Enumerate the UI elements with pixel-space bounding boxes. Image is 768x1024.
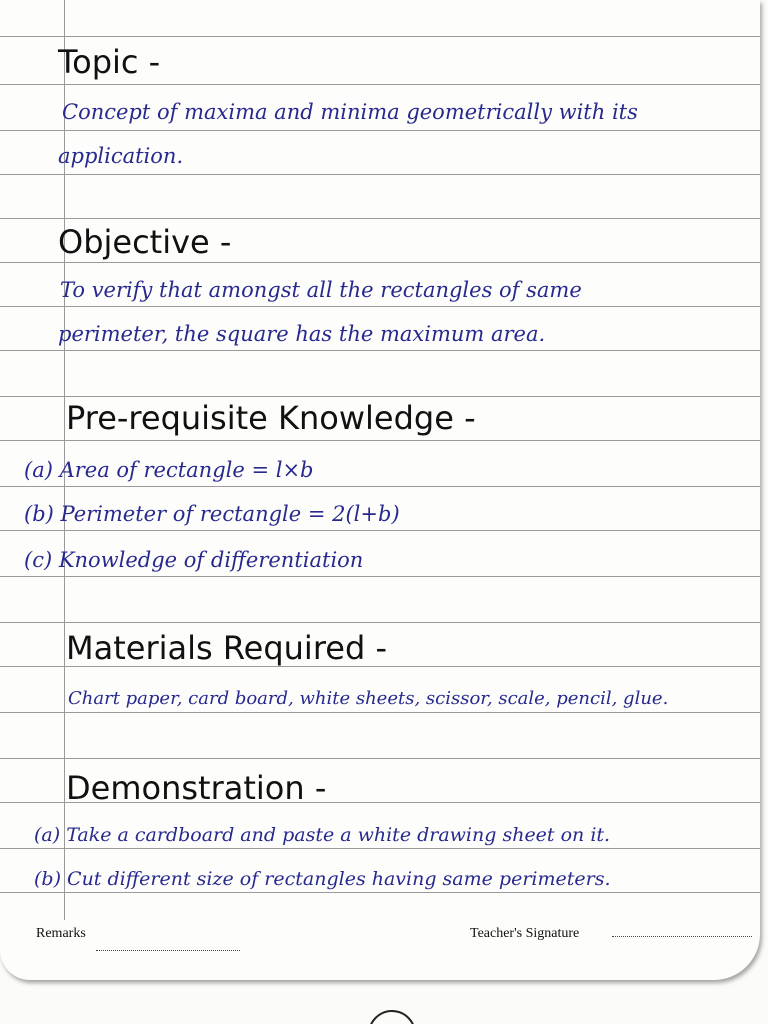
objective-line-2: perimeter, the square has the maximum area. <box>58 322 546 346</box>
binding-ring-mark <box>368 1010 416 1024</box>
ruled-line <box>0 576 760 577</box>
ruled-line <box>0 530 760 531</box>
signature-label: Teacher's Signature <box>470 926 580 941</box>
topic-line-2: application. <box>58 144 184 168</box>
materials-line-1: Chart paper, card board, white sheets, scissor, scale, pencil, glue. <box>68 688 669 709</box>
ruled-line <box>0 712 760 713</box>
ruled-line <box>0 396 760 397</box>
ruled-line <box>0 622 760 623</box>
ruled-line <box>0 84 760 85</box>
ruled-line <box>0 262 760 263</box>
ruled-line <box>0 218 760 219</box>
remarks-label: Remarks <box>36 926 86 941</box>
prerequisite-item-b: (b) Perimeter of rectangle = 2(l+b) <box>24 502 400 526</box>
ruled-line <box>0 758 760 759</box>
topic-line-1: Concept of maxima and minima geometrically with its <box>62 100 638 124</box>
ruled-line <box>0 892 760 893</box>
topic-heading: Topic - <box>58 43 161 81</box>
ruled-line <box>0 486 760 487</box>
demonstration-item-b: (b) Cut different size of rectangles having same perimeters. <box>34 868 611 890</box>
signature-dotted-line <box>612 936 752 937</box>
objective-heading: Objective - <box>58 223 232 261</box>
demonstration-heading: Demonstration - <box>66 769 327 807</box>
objective-line-1: To verify that amongst all the rectangles of same <box>60 278 582 302</box>
ruled-line <box>0 350 760 351</box>
ruled-line <box>0 440 760 441</box>
materials-heading: Materials Required - <box>66 629 387 667</box>
prerequisite-heading: Pre-requisite Knowledge - <box>66 399 476 437</box>
ruled-line <box>0 306 760 307</box>
ruled-line <box>0 130 760 131</box>
remarks-dotted-line <box>96 950 240 951</box>
demonstration-item-a: (a) Take a cardboard and paste a white drawing sheet on it. <box>34 824 611 846</box>
ruled-line <box>0 848 760 849</box>
prerequisite-item-a: (a) Area of rectangle = l×b <box>24 458 314 482</box>
prerequisite-item-c: (c) Knowledge of differentiation <box>24 548 364 572</box>
ruled-line <box>0 36 760 37</box>
ruled-line <box>0 174 760 175</box>
